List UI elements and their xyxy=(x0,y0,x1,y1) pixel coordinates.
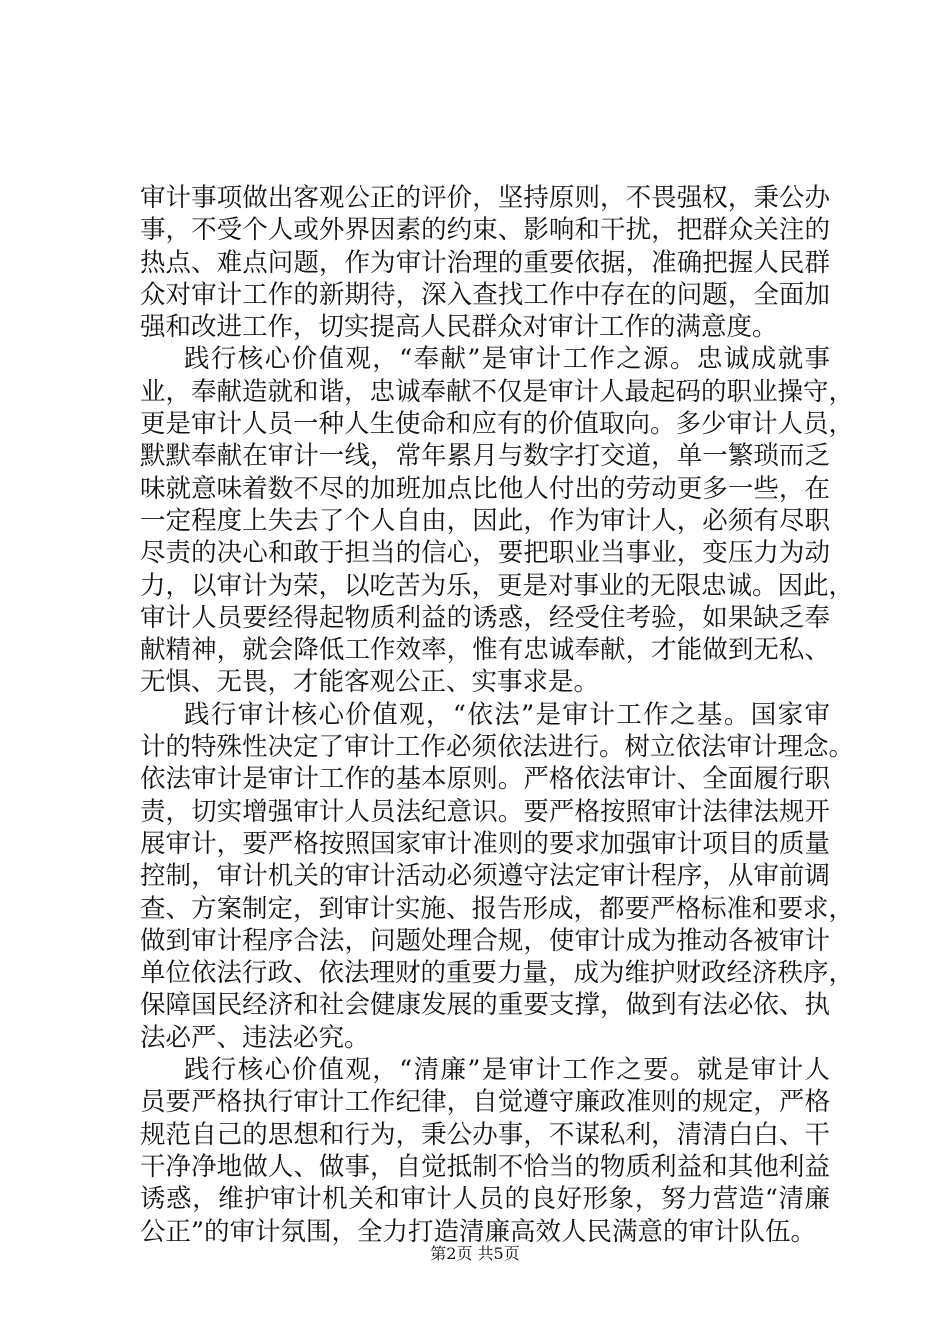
document-body xyxy=(140,182,855,1248)
text-line: 强和改进工作，切实提高人民群众对审计工作的满意度。 xyxy=(140,312,778,343)
paragraph xyxy=(140,343,855,698)
text-line: 单位依法行政、依法理财的重要力量，成为维护财政经济秩序， xyxy=(140,958,855,989)
text-line: 公正”的审计氛围，全力打造清廉高效人民满意的审计队伍。 xyxy=(140,1216,817,1247)
text-line: 诱惑，维护审计机关和审计人员的良好形象，努力营造“清廉 xyxy=(140,1184,830,1215)
text-line: 无惧、无畏，才能客观公正、实事求是。 xyxy=(140,667,600,698)
text-line: 尽责的决心和敢于担当的信心，要把职业当事业，变压力为动 xyxy=(140,538,830,569)
text-line: 众对审计工作的新期待，深入查找工作中存在的问题，全面加 xyxy=(140,279,830,310)
text-line: 控制，审计机关的审计活动必须遵守法定审计程序，从审前调 xyxy=(140,861,830,892)
text-line: 献精神，就会降低工作效率，惟有忠诚奉献，才能做到无私、 xyxy=(140,635,830,666)
text-line: 审计人员要经得起物质利益的诱惑，经受住考验，如果缺乏奉 xyxy=(140,602,830,633)
text-line: 力，以审计为荣，以吃苦为乐，更是对事业的无限忠诚。因此， xyxy=(140,570,855,601)
text-line: 做到审计程序合法，问题处理合规，使审计成为推动各被审计 xyxy=(140,925,830,956)
text-line: 法必严、违法必究。 xyxy=(140,1022,370,1053)
text-line: 热点、难点问题，作为审计治理的重要依据，准确把握人民群 xyxy=(140,247,830,278)
text-line: 责，切实增强审计人员法纪意识。要严格按照审计法律法规开 xyxy=(140,796,830,827)
page-number-footer: 第2页 共5页 xyxy=(430,1244,520,1263)
text-line: 查、方案制定，到审计实施、报告形成，都要严格标准和要求， xyxy=(140,893,855,924)
text-line: 事，不受个人或外界因素的约束、影响和干扰，把群众关注的 xyxy=(140,215,830,246)
text-line: 践行审计核心价值观，“依法”是审计工作之基。国家审 xyxy=(184,699,830,730)
text-line: 践行核心价值观，“奉献”是审计工作之源。忠诚成就事 xyxy=(184,344,830,375)
text-line: 员要严格执行审计工作纪律，自觉遵守廉政准则的规定，严格 xyxy=(140,1087,830,1118)
text-line: 计的特殊性决定了审计工作必须依法进行。树立依法审计理念。 xyxy=(140,732,855,763)
text-line: 业，奉献造就和谐，忠诚奉献不仅是审计人最起码的职业操守， xyxy=(140,376,855,407)
text-line: 展审计，要严格按照国家审计准则的要求加强审计项目的质量 xyxy=(140,828,830,859)
paragraph xyxy=(140,699,855,1054)
text-line: 味就意味着数不尽的加班加点比他人付出的劳动更多一些，在 xyxy=(140,473,830,504)
text-line: 依法审计是审计工作的基本原则。严格依法审计、全面履行职 xyxy=(140,764,830,795)
paragraph xyxy=(140,1054,830,1248)
text-line: 一定程度上失去了个人自由，因此，作为审计人，必须有尽职 xyxy=(140,505,830,536)
text-line: 更是审计人员一种人生使命和应有的价值取向。多少审计人员， xyxy=(140,409,855,440)
text-line: 践行核心价值观，“清廉”是审计工作之要。就是审计人 xyxy=(184,1055,830,1086)
text-line: 保障国民经济和社会健康发展的重要支撑，做到有法必依、执 xyxy=(140,990,830,1021)
text-line: 干净净地做人、做事，自觉抵制不恰当的物质利益和其他利益 xyxy=(140,1151,830,1182)
text-line: 默默奉献在审计一线，常年累月与数字打交道，单一繁琐而乏 xyxy=(140,441,830,472)
text-line: 规范自己的思想和行为，秉公办事，不谋私利，清清白白、干 xyxy=(140,1119,830,1150)
text-line: 审计事项做出客观公正的评价，坚持原则，不畏强权，秉公办 xyxy=(140,183,830,213)
paragraph xyxy=(140,182,830,343)
